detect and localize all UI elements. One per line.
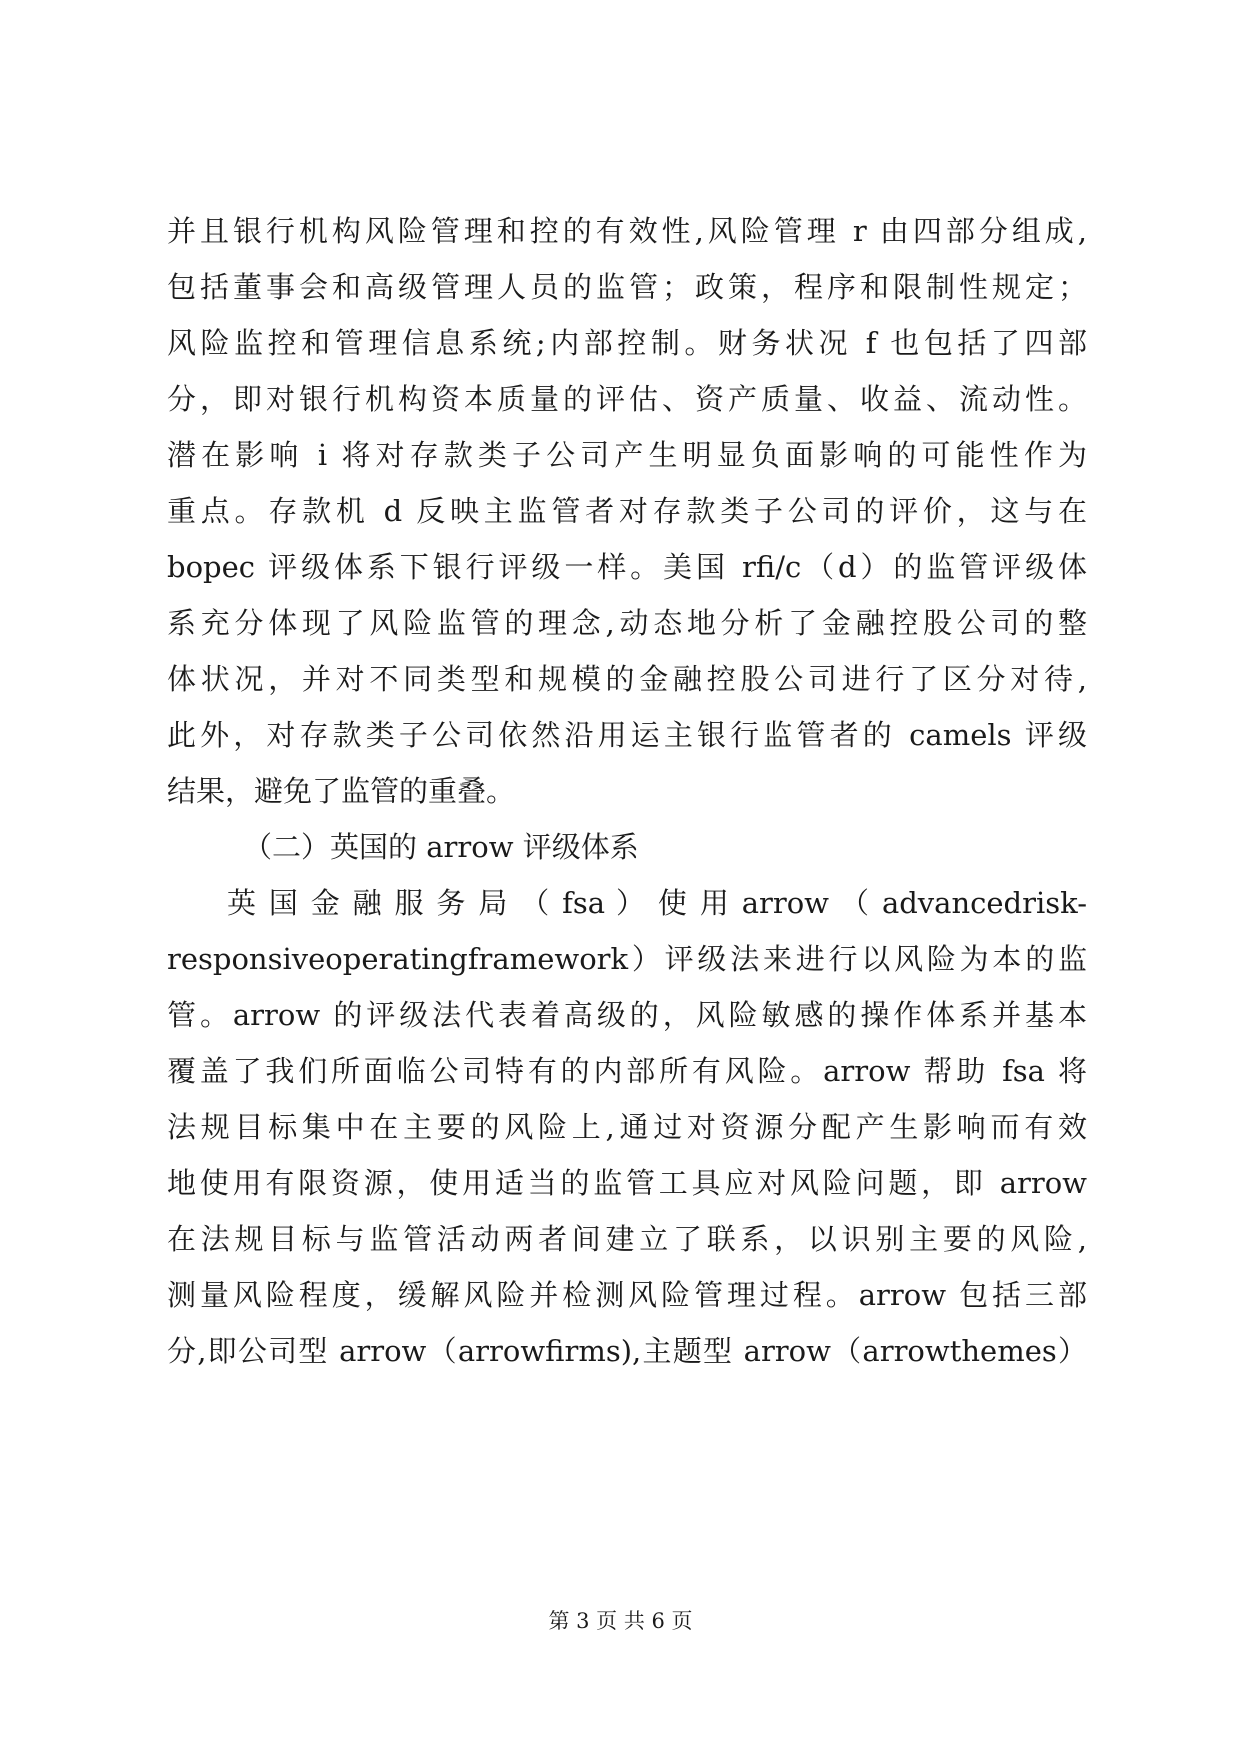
paragraph-line: 覆盖了我们所面临公司特有的内部所有风险。arrow 帮助 fsa 将 bbox=[167, 1054, 1087, 1088]
paragraph-line: 重点。存款机 d 反映主监管者对存款类子公司的评价，这与在 bbox=[167, 494, 1087, 528]
paragraph-line: 在法规目标与监管活动两者间建立了联系，以识别主要的风险, bbox=[167, 1222, 1087, 1256]
paragraph-line: responsiveoperatingframework）评级法来进行以风险为本的监 bbox=[167, 942, 1087, 976]
paragraph-line: 包括董事会和高级管理人员的监管；政策，程序和限制性规定； bbox=[167, 270, 1087, 304]
paragraph-line: 分，即对银行机构资本质量的评估、资产质量、收益、流动性。 bbox=[167, 382, 1087, 416]
section-heading: （二）英国的 arrow 评级体系 bbox=[243, 830, 639, 864]
paragraph-line: 分,即公司型 arrow（arrowfirms),主题型 arrow（arrowthemes） bbox=[167, 1334, 1087, 1368]
paragraph-line: 并且银行机构风险管理和控的有效性,风险管理 r 由四部分组成, bbox=[167, 214, 1087, 248]
paragraph-line: 法规目标集中在主要的风险上,通过对资源分配产生影响而有效 bbox=[167, 1110, 1087, 1144]
paragraph-line: 管。arrow 的评级法代表着高级的，风险敏感的操作体系并基本 bbox=[167, 998, 1087, 1032]
page-number: 第 3 页 共 6 页 bbox=[548, 1609, 693, 1633]
paragraph-line: 测量风险程度，缓解风险并检测风险管理过程。arrow 包括三部 bbox=[167, 1278, 1087, 1312]
paragraph-line: 结果，避免了监管的重叠。 bbox=[167, 774, 516, 808]
paragraph-line: 地使用有限资源，使用适当的监管工具应对风险问题，即 arrow bbox=[167, 1166, 1087, 1200]
paragraph-line: 此外，对存款类子公司依然沿用运主银行监管者的 camels 评级 bbox=[167, 718, 1087, 752]
paragraph-line: 英 国 金 融 服 务 局 （ fsa ） 使 用 arrow （ advancedrisk- bbox=[227, 886, 1087, 920]
paragraph-line: 风险监控和管理信息系统;内部控制。财务状况 f 也包括了四部 bbox=[167, 326, 1087, 360]
paragraph-line: 潜在影响 i 将对存款类子公司产生明显负面影响的可能性作为 bbox=[167, 438, 1087, 472]
paragraph-line: 体状况，并对不同类型和规模的金融控股公司进行了区分对待, bbox=[167, 662, 1087, 696]
paragraph-line: bopec 评级体系下银行评级一样。美国 rfi/c（d）的监管评级体 bbox=[167, 550, 1087, 584]
paragraph-line: 系充分体现了风险监管的理念,动态地分析了金融控股公司的整 bbox=[167, 606, 1087, 640]
